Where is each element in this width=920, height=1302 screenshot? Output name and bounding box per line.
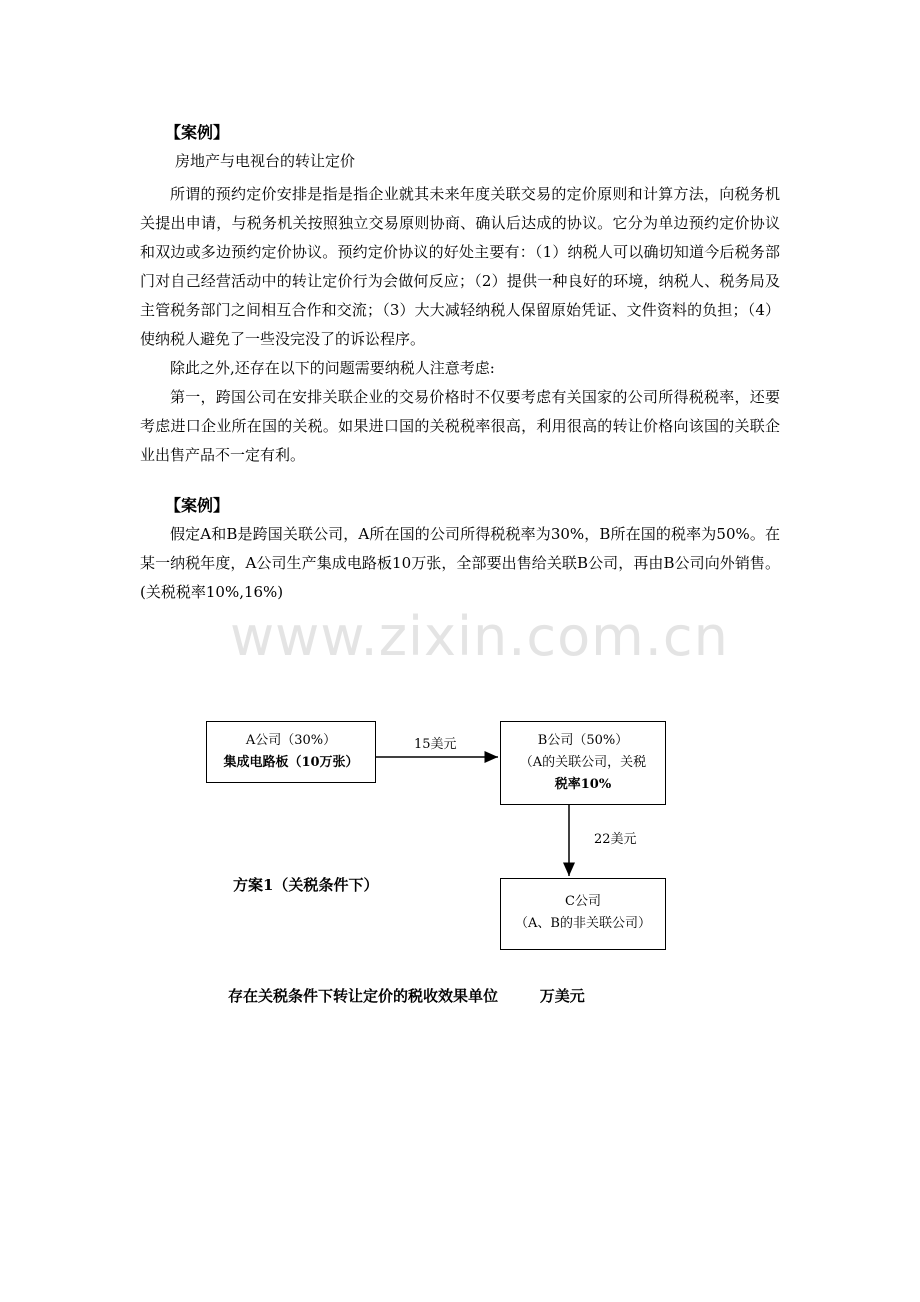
paragraph-other-issues: 除此之外,还存在以下的问题需要纳税人注意考虑: <box>170 359 495 377</box>
plan-label: 方案1（关税条件下） <box>233 876 379 894</box>
company-c-name: C公司 <box>565 894 601 909</box>
price-a-to-b-label: 15美元 <box>414 737 457 752</box>
company-c-box <box>500 878 666 950</box>
case-subtitle: 房地产与电视台的转让定价 <box>175 152 356 170</box>
company-a-product: 集成电路板（10万张） <box>223 755 359 770</box>
case-heading-1: 【案例】 <box>165 123 230 142</box>
company-c-relation: （A、B的非关联公司） <box>515 916 651 931</box>
company-a-box <box>206 721 376 783</box>
paragraph-first-point: 第一，跨国公司在安排关联企业的交易价格时不仅要考虑有关国家的公司所得税税率，还要考虑进口企业所在国的关税。如果进口国的关税税率很高，利用很高的转让价格向该国的关联企业出售产品不一定有利。 <box>140 388 780 464</box>
table-caption: 存在关税条件下转让定价的税收效果单位 万美元 <box>228 987 585 1005</box>
paragraph-case-assumption: 假定A和B是跨国关联公司，A所在国的公司所得税税率为30%，B所在国的税率为50%。在某一纳税年度，A公司生产集成电路板10万张，全部要出售给关联B公司，再由B公司向外销售。(关税税率10%,16%) <box>140 525 780 601</box>
case-heading-2: 【案例】 <box>165 496 230 515</box>
company-b-name: B公司（50%） <box>537 733 629 748</box>
company-b-box <box>500 721 666 805</box>
price-b-to-c-label: 22美元 <box>594 832 637 847</box>
company-b-relation: （A的关联公司，关税 <box>519 755 647 770</box>
watermark: www.zixin.com.cn <box>230 605 729 668</box>
company-a-name: A公司（30%） <box>245 733 337 748</box>
company-b-tariff: 税率10% <box>554 777 612 792</box>
paragraph-advance-pricing: 所谓的预约定价安排是指是指企业就其未来年度关联交易的定价原则和计算方法，向税务机关提出申请，与税务机关按照独立交易原则协商、确认后达成的协议。它分为单边预约定价协议和双边或多边预约定价协议。预约定价协议的好处主要有：（1）纳税人可以确切知道今后税务部门对自己经营活动中的转让定价行为会做何反应；（2）提供一种良好的环境，纳税人、税务局及主管税务部门之间相互合作和交流；（3）大大减轻纳税人保留原始凭证、文件资料的负担；（4）使纳税人避免了一些没完没了的诉讼程序。 <box>140 185 780 348</box>
